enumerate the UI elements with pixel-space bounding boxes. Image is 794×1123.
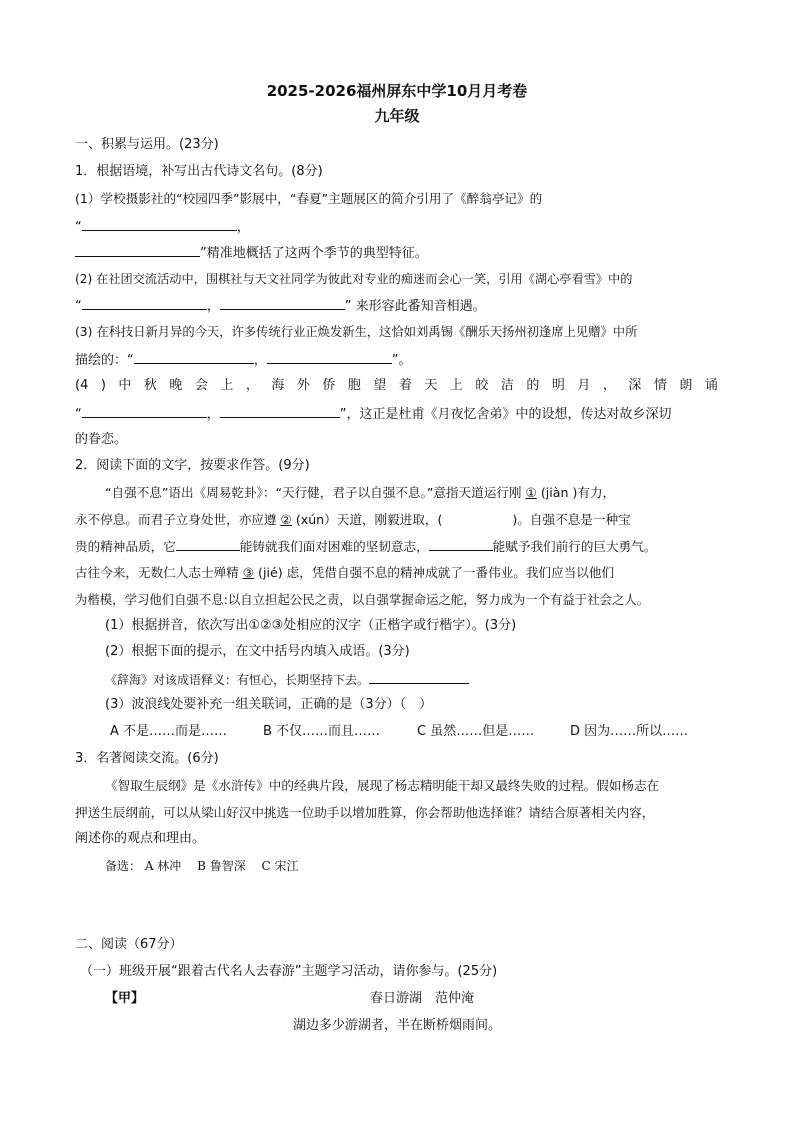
q1-p4-line2 bbox=[75, 403, 672, 425]
text-run: 上 bbox=[449, 378, 463, 393]
section1-heading: 一、积累与运用。(23分) bbox=[75, 137, 219, 152]
poem-line: 湖边多少游湖者，半在断桥烟雨间。 bbox=[292, 1018, 501, 1033]
answer-blank[interactable] bbox=[220, 295, 345, 310]
q2-para-line1 bbox=[105, 483, 615, 503]
comma: ， bbox=[206, 407, 220, 422]
text-run: 洁 bbox=[500, 378, 514, 393]
q1-p1-line3 bbox=[75, 242, 428, 264]
option-d[interactable]: D 因为……所以…… bbox=[570, 724, 689, 739]
text-run: 会 bbox=[194, 378, 208, 393]
q3-para-line3: 阐述你的观点和理由。 bbox=[75, 831, 206, 846]
section2-part1: （一）班级开展“跟着古代名人去春游”主题学习活动，请你参与。(25分) bbox=[80, 964, 498, 979]
comma: ， bbox=[236, 220, 250, 235]
text-run: 古往今来，无数仁人志士殚精 bbox=[75, 565, 239, 580]
text-run: ， bbox=[245, 378, 259, 393]
q1-p2-line1: (2) 在社团交流活动中，围棋社与天文社同学为彼此对专业的痴迷而会心一笑，引用《湖心亭看雪》中的 bbox=[75, 272, 633, 286]
line-tail: ”，这正是杜甫《月夜忆舍弟》中的设想，传达对故乡深切 bbox=[339, 407, 672, 422]
text-run: )。自强不息是一种宝 bbox=[512, 512, 631, 527]
text-run: 永不停息。而君子立身处世，亦应遵 bbox=[75, 512, 277, 527]
option-c[interactable]: C 虽然……但是…… bbox=[417, 724, 535, 739]
text-run: 着 bbox=[398, 378, 412, 393]
q1-p2-line2 bbox=[75, 295, 486, 317]
answer-blank[interactable] bbox=[82, 403, 207, 418]
text-run: 中 bbox=[118, 378, 132, 393]
text-run: ， bbox=[602, 378, 616, 393]
option-a[interactable]: A 不是……而是…… bbox=[110, 724, 228, 739]
answer-blank[interactable] bbox=[134, 349, 254, 364]
q2-para-line4 bbox=[75, 563, 614, 583]
text-run: 秋 bbox=[143, 378, 157, 393]
comma: ， bbox=[253, 353, 267, 368]
text-run: 侨 bbox=[322, 378, 336, 393]
q2-sub3: (3）波浪线处要补充一组关联词，正确的是（3分）（ ） bbox=[105, 697, 433, 712]
text-run: “自强不息”语出《周易乾卦》：“天行健，君子以自强不息。”意指天道运行刚 bbox=[105, 485, 522, 500]
wavy-blank[interactable] bbox=[429, 536, 493, 551]
blank-marker-2: ② bbox=[280, 512, 292, 527]
quote-open: “ bbox=[75, 299, 82, 314]
q1-p3-line2 bbox=[75, 349, 412, 371]
q2-sub1: (1）根据拼音，依次写出①②③处相应的汉字（正楷字或行楷字）。(3分) bbox=[105, 618, 517, 633]
q2-para-line3 bbox=[75, 536, 656, 557]
blank-marker-1: ① bbox=[525, 485, 537, 500]
answer-blank[interactable] bbox=[267, 349, 392, 364]
text-run: ) bbox=[100, 378, 106, 393]
answer-blank[interactable] bbox=[369, 669, 469, 684]
q2-stem: 2．阅读下面的文字，按要求作答。(9分) bbox=[75, 458, 310, 473]
text-run: 海 bbox=[271, 378, 285, 393]
wavy-blank[interactable] bbox=[176, 536, 240, 551]
q1-p4-line3: 的眷恋。 bbox=[75, 432, 128, 447]
quote-open: “ bbox=[75, 407, 82, 422]
quote-open: “ bbox=[75, 220, 82, 235]
line-tail: ” 来形容此番知音相遇。 bbox=[344, 299, 486, 314]
text-run: 皎 bbox=[475, 378, 489, 393]
answer-blank[interactable] bbox=[75, 242, 200, 257]
line-head: 描绘的：“ bbox=[75, 353, 134, 368]
text-run: 天 bbox=[424, 378, 438, 393]
text-run: (xún）天道，刚毅进取，( bbox=[295, 512, 443, 527]
q3-choices: 备选： A 林冲 B 鲁智深 C 宋江 bbox=[105, 859, 299, 873]
comma: ， bbox=[206, 299, 220, 314]
q1-p4-line1 bbox=[75, 376, 718, 396]
q1-stem: 1．根据语境，补写出古代诗文名句。(8分) bbox=[75, 164, 323, 179]
text-run: 外 bbox=[296, 378, 310, 393]
jia-label: 【甲】 bbox=[105, 991, 145, 1006]
line-tail: ”精准地概括了这两个季节的典型特征。 bbox=[200, 246, 428, 261]
answer-blank[interactable] bbox=[220, 403, 340, 418]
q3-para-line2: 押送生辰纲前，可以从梁山好汉中挑选一位助手以增加胜算，你会帮助他选择谁？请结合原著相关内容， bbox=[75, 805, 655, 820]
blank-marker-3: ③ bbox=[242, 565, 255, 580]
text-run: 能铸就我们面对困难的坚韧意志， bbox=[239, 539, 429, 554]
text-run: (jiàn )有力， bbox=[540, 485, 616, 500]
option-b[interactable]: B 不仅……而且…… bbox=[263, 724, 381, 739]
hint-text: 《辞海》对该成语释义：有恒心，长期坚持下去。 bbox=[105, 673, 370, 687]
q2-sub2: (2）根据下面的提示，在文中括号内填入成语。(3分) bbox=[105, 644, 410, 659]
answer-blank[interactable] bbox=[82, 216, 237, 231]
text-run: 贵的精神品质，它 bbox=[75, 539, 176, 554]
text-run: 诵 bbox=[704, 378, 718, 393]
grade-label: 九年级 bbox=[374, 107, 420, 125]
q1-p1-line2 bbox=[75, 216, 250, 238]
exam-title: 2025-2026福州屏东中学10月月考卷 bbox=[266, 82, 528, 100]
text-run: 上 bbox=[220, 378, 234, 393]
q3-stem: 3．名著阅读交流。(6分) bbox=[75, 751, 219, 766]
q3-para-line1: 《智取生辰纲》是《水浒传》中的经典片段，展现了杨志精明能干却又最终失败的过程。假如杨志在 bbox=[105, 778, 660, 793]
text-run: 明 bbox=[551, 378, 565, 393]
q2-para-line5: 为楷模，学习他们自强不息:以自立担起公民之责，以自强掌握命运之舵，努力成为一个有益于社会之人。 bbox=[75, 592, 650, 607]
text-run: 深 bbox=[628, 378, 642, 393]
q1-p1-line1: (1）学校摄影社的“校园四季”影展中，“春夏”主题展区的简介引用了《醉翁亭记》的 bbox=[75, 191, 543, 206]
text-run: 月 bbox=[577, 378, 591, 393]
text-run: 朗 bbox=[679, 378, 693, 393]
text-run: 能赋予我们前行的巨大勇气。 bbox=[492, 539, 657, 554]
text-run: 情 bbox=[653, 378, 667, 393]
text-run: 望 bbox=[373, 378, 387, 393]
answer-blank[interactable] bbox=[82, 295, 207, 310]
q2-para-line2 bbox=[75, 510, 631, 530]
section2-heading: 二、阅读（67分） bbox=[75, 937, 183, 952]
text-run: 晚 bbox=[169, 378, 183, 393]
text-run: (jié) 虑，凭借自强不息的精神成就了一番伟业。我们应当以他们 bbox=[258, 565, 615, 580]
line-tail: ”。 bbox=[391, 353, 412, 368]
text-run: 的 bbox=[526, 378, 540, 393]
poem-title: 春日游湖 范仲淹 bbox=[370, 991, 475, 1006]
text-run: (4 bbox=[75, 378, 89, 393]
q2-hint bbox=[105, 669, 469, 690]
q1-p3-line1: (3) 在科技日新月异的今天，许多传统行业正焕发新生，这恰如刘禹锡《酬乐天扬州初逢席上见赠》中所 bbox=[75, 325, 638, 339]
text-run: 胞 bbox=[347, 378, 361, 393]
